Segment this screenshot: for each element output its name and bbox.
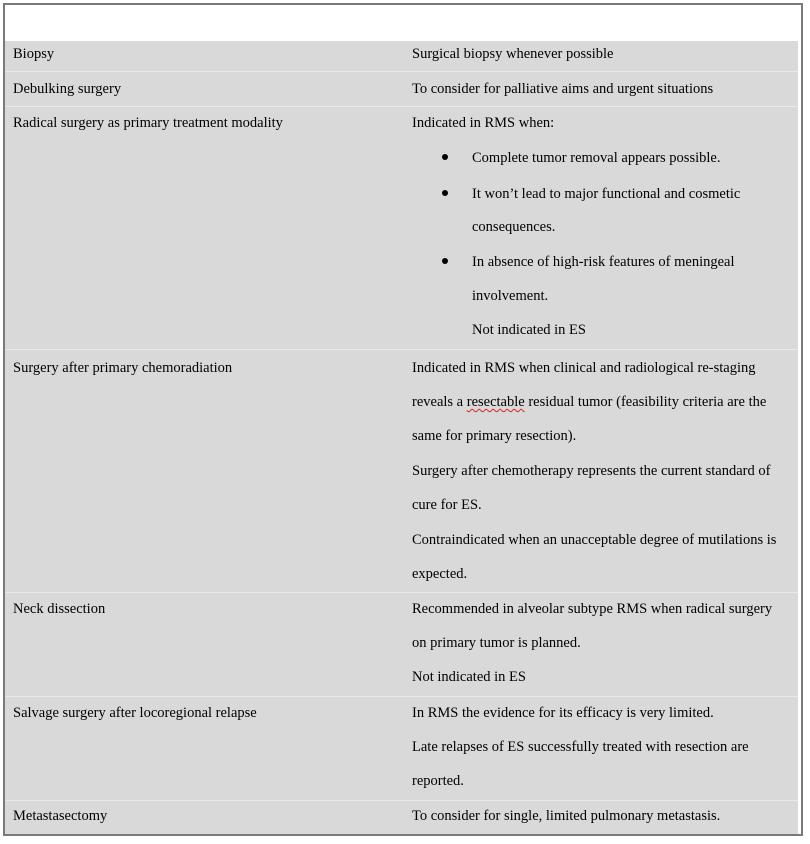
row-text-line: In RMS the evidence for its efficacy is very limited. bbox=[412, 705, 714, 721]
bullet-icon bbox=[442, 258, 448, 264]
bullet-text: Complete tumor removal appears possible. bbox=[472, 150, 721, 166]
row-divider bbox=[5, 106, 801, 107]
row-label-debulking: Debulking surgery bbox=[13, 81, 122, 97]
row-label-chemoradiation: Surgery after primary chemoradiation bbox=[13, 360, 233, 376]
bullet-text: In absence of high-risk features of meningeal bbox=[472, 254, 735, 270]
row-text-line: Indicated in RMS when clinical and radiological re-staging bbox=[412, 360, 756, 376]
row-text-line: Not indicated in ES bbox=[412, 669, 526, 685]
bullet-text-cont: consequences. bbox=[472, 219, 556, 235]
row-text-line: To consider for single, limited pulmonary metastasis. bbox=[412, 808, 721, 824]
row-text-line: expected. bbox=[412, 566, 468, 582]
surgery-table bbox=[5, 41, 801, 834]
row-label-metastasectomy: Metastasectomy bbox=[13, 808, 108, 824]
bullet-text: It won’t lead to major functional and cosmetic bbox=[472, 186, 741, 202]
bullet-icon bbox=[442, 190, 448, 196]
row-text-line: Late relapses of ES successfully treated with resection are bbox=[412, 739, 749, 755]
row-label-salvage: Salvage surgery after locoregional relapse bbox=[13, 705, 257, 721]
row-text-line: Surgery after chemotherapy represents the current standard of bbox=[412, 463, 771, 479]
spellcheck-word: resectable bbox=[466, 394, 525, 410]
row-text-line: cure for ES. bbox=[412, 497, 482, 513]
header-row bbox=[5, 5, 801, 41]
row-label-neck-dissection: Neck dissection bbox=[13, 601, 106, 617]
row-divider bbox=[5, 349, 801, 350]
row-text-line: Contraindicated when an unacceptable degree of mutilations is bbox=[412, 532, 777, 548]
row-text-line: same for primary resection). bbox=[412, 428, 577, 444]
row-text-radical-tail: Not indicated in ES bbox=[472, 322, 586, 338]
row-text-line: reveals a resectable residual tumor (feasibility criteria are the bbox=[412, 394, 767, 410]
bullet-text-cont: involvement. bbox=[472, 288, 549, 304]
row-divider bbox=[5, 71, 801, 72]
row-text-radical-intro: Indicated in RMS when: bbox=[412, 115, 555, 131]
right-edge-strip bbox=[798, 41, 801, 834]
row-text-line: reported. bbox=[412, 773, 464, 789]
row-text-line: on primary tumor is planned. bbox=[412, 635, 581, 651]
row-text-line: Recommended in alveolar subtype RMS when radical surgery bbox=[412, 601, 773, 617]
table-frame bbox=[3, 3, 803, 836]
bullet-icon bbox=[442, 154, 448, 160]
row-divider bbox=[5, 800, 801, 801]
row-text-debulking: To consider for palliative aims and urgent situations bbox=[412, 81, 714, 97]
row-divider bbox=[5, 696, 801, 697]
row-label-radical: Radical surgery as primary treatment modality bbox=[13, 115, 283, 131]
row-text-biopsy: Surgical biopsy whenever possible bbox=[412, 46, 614, 62]
row-divider bbox=[5, 592, 801, 593]
row-label-biopsy: Biopsy bbox=[13, 46, 55, 62]
